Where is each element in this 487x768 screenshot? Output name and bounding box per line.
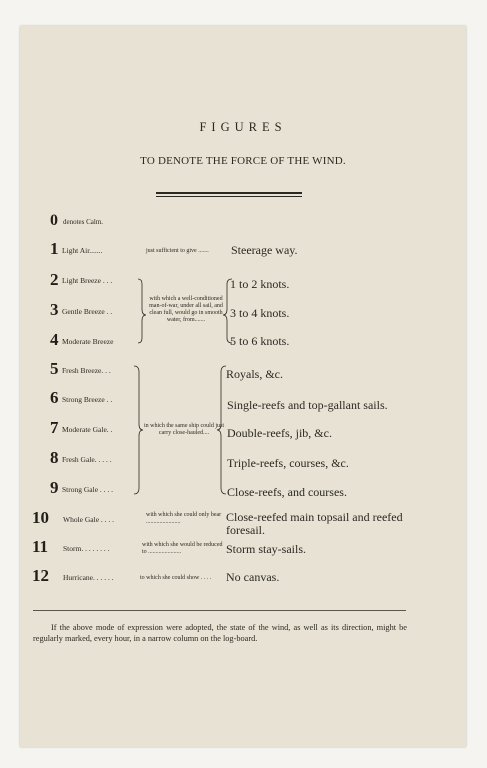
force-result-9: Close-reefs, and courses. — [227, 485, 347, 499]
footer-divider — [33, 610, 406, 611]
force-number-10: 10 — [32, 508, 49, 527]
brace-heavy-left — [134, 366, 143, 494]
force-label-11: Storm. . . . . . . . — [63, 544, 110, 553]
force-label-7: Moderate Gale. . — [62, 425, 113, 434]
force-result-10: Close-reefed main topsail and reefed foresail. — [226, 510, 403, 537]
force-note-1: just sufficient to give ....... — [146, 248, 209, 254]
divider-thin — [156, 196, 302, 197]
force-label-2: Light Breeze . . . — [62, 276, 113, 285]
group-note-light: with which a well-conditioned man-of-war, under all sail, and clean full, would go in smooth water, from....... — [149, 296, 223, 323]
force-label-3: Gentle Breeze . . — [62, 307, 113, 316]
force-result-11: Storm stay-sails. — [226, 542, 306, 556]
force-label-0: denotes Calm. — [63, 218, 104, 226]
force-number-5: 5 — [50, 359, 59, 378]
force-note-10: with which she could only bear ....................... — [146, 512, 222, 525]
force-label-1: Light Air....... — [62, 246, 103, 255]
force-result-5: Royals, &c. — [226, 367, 283, 381]
divider-thick — [156, 192, 302, 194]
force-number-12: 12 — [32, 566, 49, 585]
force-number-9: 9 — [50, 478, 59, 497]
page-title: FIGURES — [199, 120, 287, 134]
force-result-12: No canvas. — [226, 570, 280, 584]
force-number-4: 4 — [50, 330, 59, 349]
force-number-3: 3 — [50, 300, 59, 319]
force-label-9: Strong Gale . . . . — [62, 485, 114, 494]
force-number-8: 8 — [50, 448, 59, 467]
force-result-3: 3 to 4 knots. — [230, 306, 290, 320]
force-result-4: 5 to 6 knots. — [230, 334, 290, 348]
force-number-11: 11 — [32, 537, 49, 556]
force-result-2: 1 to 2 knots. — [230, 277, 290, 291]
brace-light-left — [138, 279, 146, 343]
force-label-4: Moderate Breeze — [62, 337, 114, 346]
force-number-1: 1 — [50, 239, 59, 258]
force-label-12: Hurricane. . . . . . — [63, 573, 114, 582]
force-label-10: Whole Gale . . . . — [63, 515, 115, 524]
printed-sheet — [20, 26, 466, 747]
force-number-6: 6 — [50, 388, 59, 407]
force-result-7: Double-reefs, jib, &c. — [227, 426, 332, 440]
force-label-5: Fresh Breeze. . . — [62, 366, 111, 375]
footer-text: If the above mode of expression were adopted, the state of the wind, as well as its direction, might be regularly marked, every hour, in a narrow column on the log-board. — [33, 623, 407, 643]
force-number-0: 0 — [50, 212, 58, 229]
page-subtitle: TO DENOTE THE FORCE OF THE WIND. — [140, 155, 346, 167]
force-result-1: Steerage way. — [231, 243, 298, 257]
force-number-7: 7 — [50, 418, 59, 437]
force-result-8: Triple-reefs, courses, &c. — [227, 456, 349, 470]
force-note-12: to which she could show . . . . — [140, 575, 212, 581]
force-number-2: 2 — [50, 270, 59, 289]
force-result-6: Single-reefs and top-gallant sails. — [227, 398, 388, 412]
force-label-8: Fresh Gale. . . . . — [62, 455, 112, 464]
group-note-heavy: in which the same ship could just carry close-hauled.... — [144, 423, 224, 436]
force-label-6: Strong Breeze . . — [62, 395, 113, 404]
force-note-11: with which she would be reduced to ...................... — [142, 542, 223, 555]
